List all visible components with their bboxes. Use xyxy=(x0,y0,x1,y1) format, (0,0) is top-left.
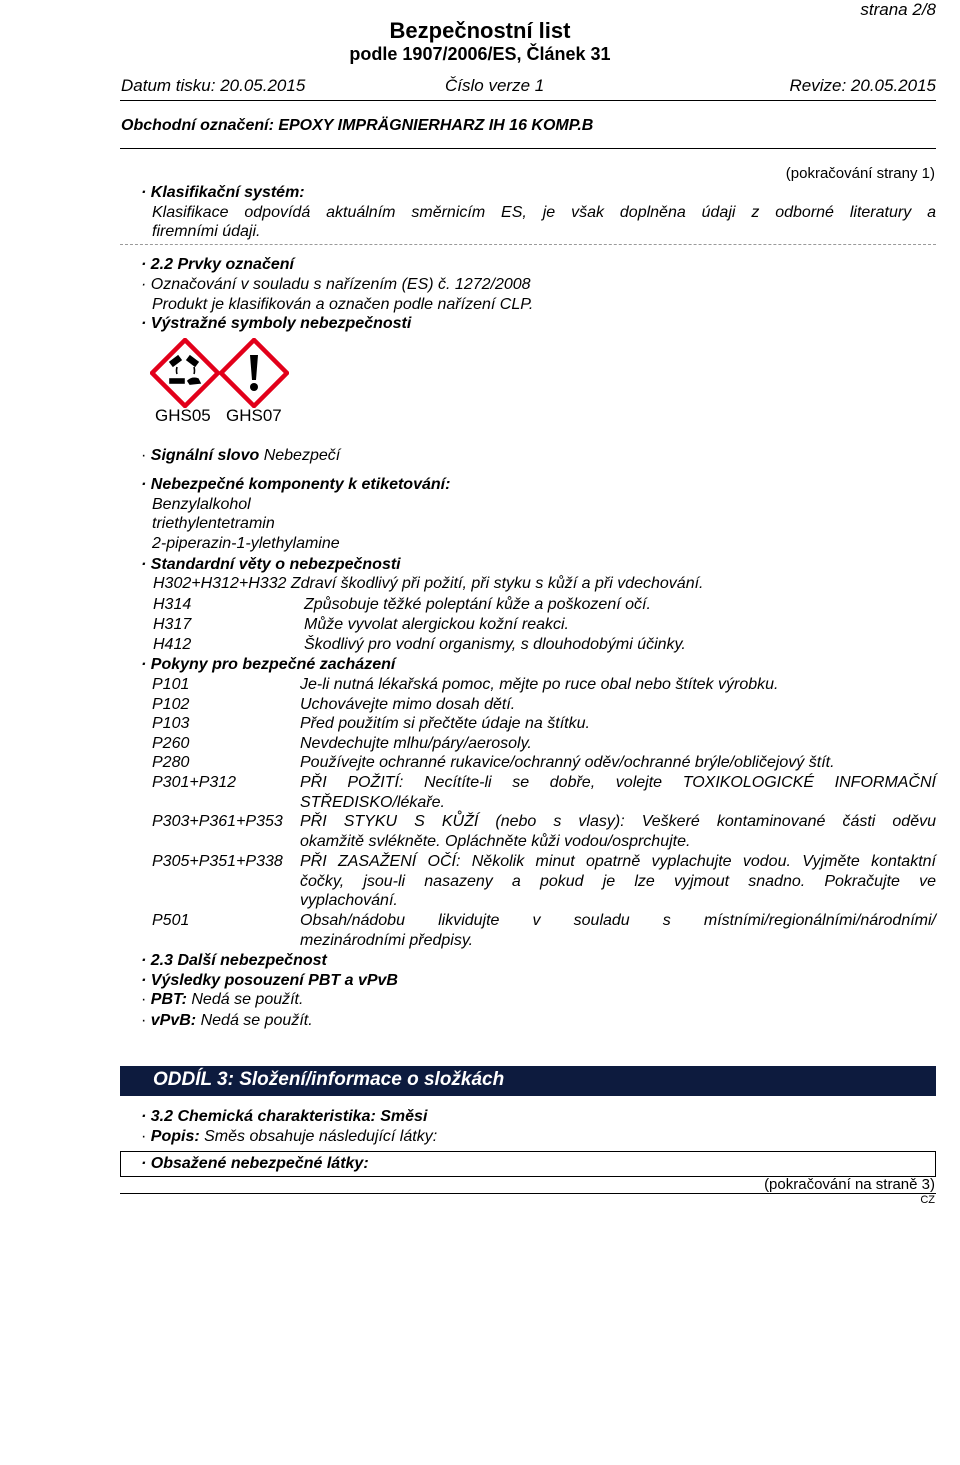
precautionary-heading: · Pokyny pro bezpečné zacházení xyxy=(141,656,396,673)
hazard-statements-heading: · Standardní věty o nebezpečnosti xyxy=(141,556,401,573)
signal-word-line: · Signální slovo Nebezpečí xyxy=(141,447,341,464)
classification-text-line2: firemními údaji. xyxy=(152,223,261,240)
precautionary-code: P501 xyxy=(152,912,190,929)
document-title: Bezpečnostní list xyxy=(389,18,571,43)
hazard-statement-code: H317 xyxy=(153,616,192,633)
header-rule xyxy=(120,100,936,101)
hazard-statement-code: H314 xyxy=(153,596,192,613)
precautionary-code: P303+P361+P353 xyxy=(152,813,283,830)
trade-name-rule xyxy=(120,148,936,149)
precautionary-code: P102 xyxy=(152,696,190,713)
description-line: · Popis: Směs obsahuje následující látky: xyxy=(141,1128,438,1145)
hazard-statement-code: H412 xyxy=(153,636,192,653)
precautionary-text: Nevdechujte mlhu/páry/aerosoly. xyxy=(300,735,532,752)
precautionary-text: Používejte ochranné rukavice/ochranný oděv/ochranné brýle/obličejový štít. xyxy=(300,754,835,771)
precautionary-text: PŘI STYKU S KŮŽÍ (nebo s vlasy): Veškeré kontaminované části oděvu xyxy=(300,813,936,830)
precautionary-text: Uchovávejte mimo dosah dětí. xyxy=(300,696,516,713)
hazard-statement-text: Škodlivý pro vodní organismy, s dlouhodobými účinky. xyxy=(304,636,686,653)
precautionary-text: Je-li nutná lékařská pomoc, mějte po ruce obal nebo štítek výrobku. xyxy=(300,676,779,693)
hazardous-substances-heading: · Obsažené nebezpečné látky: xyxy=(141,1155,369,1172)
continuation-note-bottom: (pokračování na straně 3) xyxy=(764,1176,935,1193)
precautionary-code: P260 xyxy=(152,735,190,752)
continuation-note-top: (pokračování strany 1) xyxy=(785,165,935,182)
component-item: triethylentetramin xyxy=(152,515,275,532)
precautionary-code: P301+P312 xyxy=(152,774,237,791)
precautionary-text: Před použitím si přečtěte údaje na štítku. xyxy=(300,715,590,732)
revision-date: Revize: 20.05.2015 xyxy=(789,76,936,95)
classification-text-line1: Klasifikace odpovídá aktuálním směrnicím ES, je však doplněna údaji z odborné literatury a xyxy=(152,204,936,221)
hazard-statement-text: Způsobuje těžké poleptání kůže a poškození očí. xyxy=(304,596,651,613)
hazard-statement-text: Může vyvolat alergickou kožní reakci. xyxy=(304,616,569,633)
precautionary-code: P305+P351+P338 xyxy=(152,853,283,870)
precautionary-text: čočky, jsou-li nasazeny a pokud je lze vyjmout snadno. Pokračujte ve xyxy=(300,873,936,890)
other-hazards-heading: · 2.3 Další nebezpečnost xyxy=(141,952,327,969)
precautionary-code: P280 xyxy=(152,754,190,771)
precautionary-text: STŘEDISKO/lékaře. xyxy=(300,794,445,811)
pbt-vpvb-heading: · Výsledky posouzení PBT a vPvB xyxy=(141,972,398,989)
component-item: 2-piperazin-1-ylethylamine xyxy=(152,535,340,552)
exclamation-pictogram xyxy=(219,338,289,408)
precautionary-text: mezinárodními předpisy. xyxy=(300,932,474,949)
hazard-statement-combined: H302+H312+H332 Zdraví škodlivý při požití, při styku s kůží a při vdechování. xyxy=(153,575,704,592)
precautionary-text: PŘI ZASAŽENÍ OČÍ: Několik minut opatrně vyplachujte vodou. Vyjměte kontaktní xyxy=(300,853,936,870)
trade-name: Obchodní označení: EPOXY IMPRÄGNIERHARZ IH 16 KOMP.B xyxy=(121,117,594,134)
component-item: Benzylalkohol xyxy=(152,496,251,513)
regulation-line: · Označování v souladu s nařízením (ES) č. 1272/2008 xyxy=(141,276,531,293)
pictogram-code-ghs05: GHS05 xyxy=(155,406,211,425)
pbt-line: · PBT: Nedá se použít. xyxy=(141,991,304,1008)
precautionary-text: Obsah/nádobu likvidujte v souladu s místními/regionálními/národními/ xyxy=(300,912,936,929)
page-number: strana 2/8 xyxy=(860,0,936,19)
precautionary-text: PŘI POŽITÍ: Necítíte-li se dobře, volejte TOXIKOLOGICKÉ INFORMAČNÍ xyxy=(300,774,936,791)
label-elements-heading: · 2.2 Prvky označení xyxy=(141,256,294,273)
precautionary-text: okamžitě svlékněte. Opláchněte kůži vodou/osprchujte. xyxy=(300,833,691,850)
corrosion-pictogram xyxy=(150,338,220,408)
document-subtitle: podle 1907/2006/ES, Článek 31 xyxy=(349,44,611,64)
section-divider xyxy=(120,244,936,245)
vpvb-line: · vPvB: Nedá se použít. xyxy=(141,1012,313,1029)
footer-rule xyxy=(120,1193,936,1194)
chemical-characterization-heading: · 3.2 Chemická charakteristika: Směsi xyxy=(141,1108,428,1125)
regulation-text: Produkt je klasifikován a označen podle nařízení CLP. xyxy=(152,296,534,313)
precautionary-text: vyplachování. xyxy=(300,892,398,909)
version-number: Číslo verze 1 xyxy=(445,76,545,95)
pictograms-heading: · Výstražné symboly nebezpečnosti xyxy=(141,315,412,332)
signal-word: Nebezpečí xyxy=(263,447,341,464)
precautionary-code: P101 xyxy=(152,676,190,693)
pictogram-code-ghs07: GHS07 xyxy=(226,406,282,425)
classification-heading: · Klasifikační systém: xyxy=(141,184,305,201)
language-code: CZ xyxy=(920,1194,935,1206)
print-date: Datum tisku: 20.05.2015 xyxy=(121,76,306,95)
components-heading: · Nebezpečné komponenty k etiketování: xyxy=(141,476,451,493)
precautionary-code: P103 xyxy=(152,715,190,732)
section-3-title: ODDÍL 3: Složení/informace o složkách xyxy=(153,1069,505,1090)
